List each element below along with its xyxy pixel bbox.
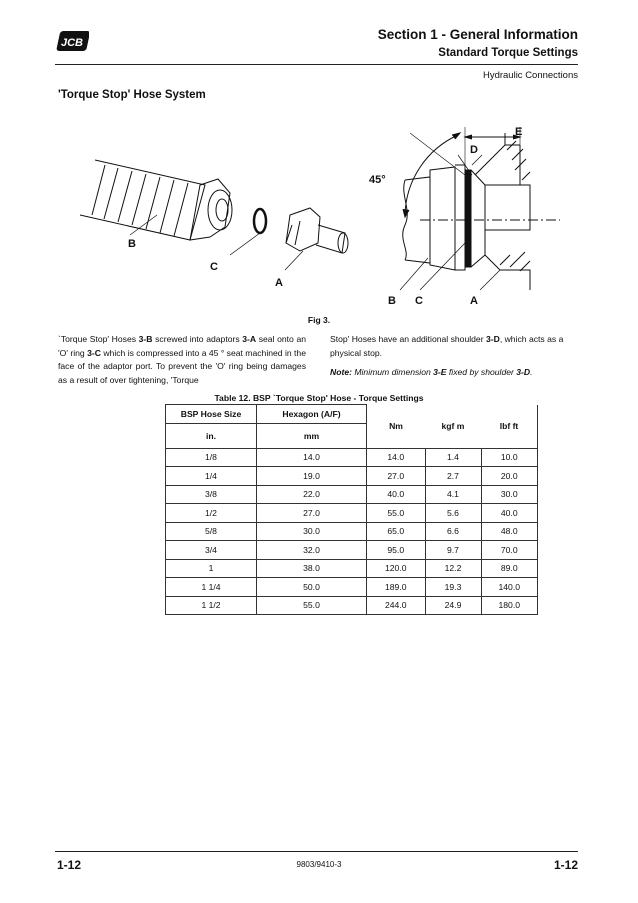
section-heading: 'Torque Stop' Hose System — [58, 89, 206, 101]
header-rule — [55, 64, 578, 65]
table-row — [166, 448, 538, 467]
table-cell: 244.0 — [367, 596, 426, 615]
table-row — [166, 522, 538, 541]
table-cell: 89.0 — [481, 559, 538, 578]
label-e: E — [515, 126, 523, 138]
label-angle: 45° — [369, 174, 386, 186]
page-number-right: 1-12 — [553, 858, 578, 872]
table-cell: 14.0 — [367, 448, 426, 467]
table-cell: 70.0 — [481, 541, 538, 560]
table-cell: 1 1/2 — [166, 596, 257, 615]
table-cell: 1 1/4 — [166, 578, 257, 597]
figure-caption: Fig 3. — [307, 315, 331, 325]
table-cell: 24.9 — [425, 596, 481, 615]
table-body — [166, 448, 538, 615]
section-view-illustration — [403, 127, 560, 290]
table-cell: 3/8 — [166, 485, 257, 504]
table-cell: 40.0 — [367, 485, 426, 504]
table-row — [166, 541, 538, 560]
body-text-right — [330, 333, 578, 380]
label-c: C — [210, 261, 218, 273]
table-caption: Table 12. BSP `Torque Stop' Hose - Torque Settings — [214, 393, 424, 403]
label-b: B — [128, 238, 136, 250]
table-cell: 5.6 — [425, 504, 481, 523]
header-bsp-size: BSP Hose Size — [166, 405, 257, 424]
table-cell: 189.0 — [367, 578, 426, 597]
table-row — [166, 559, 538, 578]
label-b-section: B — [388, 295, 396, 307]
section-title: Section 1 - General Information — [377, 27, 578, 42]
table-cell: 12.2 — [425, 559, 481, 578]
label-d: D — [470, 144, 478, 156]
subsection-title: Standard Torque Settings — [438, 47, 578, 59]
hose-exploded-illustration — [80, 160, 348, 253]
label-a-section: A — [470, 295, 478, 307]
page-number-left: 1-12 — [57, 858, 82, 872]
header-hexagon: Hexagon (A/F) — [257, 405, 367, 424]
table-cell: 6.6 — [425, 522, 481, 541]
table-cell: 1/4 — [166, 467, 257, 486]
table-row — [166, 485, 538, 504]
header-mm: mm — [257, 423, 367, 448]
table-row — [166, 467, 538, 486]
table-cell: 14.0 — [257, 448, 367, 467]
topic-label: Hydraulic Connections — [482, 70, 578, 81]
table-cell: 32.0 — [257, 541, 367, 560]
table-cell: 1.4 — [425, 448, 481, 467]
hose-system-figure — [60, 115, 580, 315]
table-cell: 40.0 — [481, 504, 538, 523]
jcb-logo — [55, 28, 89, 54]
table-cell: 19.0 — [257, 467, 367, 486]
table-cell: 50.0 — [257, 578, 367, 597]
torque-table — [165, 404, 538, 615]
table-cell: 27.0 — [367, 467, 426, 486]
footer-rule — [55, 851, 578, 852]
table-cell: 140.0 — [481, 578, 538, 597]
table-row — [166, 596, 538, 615]
header-kgfm: kgf m — [425, 405, 481, 449]
table-cell: 10.0 — [481, 448, 538, 467]
body-paragraph-right: Stop' Hoses have an additional shoulder 3-D, which acts as a physical stop. — [330, 334, 564, 358]
table-cell: 22.0 — [257, 485, 367, 504]
table-row — [166, 578, 538, 597]
table-cell: 27.0 — [257, 504, 367, 523]
header-in: in. — [166, 423, 257, 448]
table-cell: 1 — [166, 559, 257, 578]
table-cell: 30.0 — [481, 485, 538, 504]
body-text-left: `Torque Stop' Hoses 3-B screwed into adaptors 3-A seal onto an 'O' ring 3-C which is compressed into a 45 ° seat machined in the face of the adaptor port. To prevent the 'O' ring being damages as a result of over tightening, 'Torque — [58, 334, 307, 385]
table-cell: 19.3 — [425, 578, 481, 597]
logo-text: JCB — [60, 37, 84, 49]
label-a: A — [275, 277, 283, 289]
table-cell: 3/4 — [166, 541, 257, 560]
table-cell: 30.0 — [257, 522, 367, 541]
table-cell: 55.0 — [367, 504, 426, 523]
table-cell: 1/8 — [166, 448, 257, 467]
table-cell: 2.7 — [425, 467, 481, 486]
table-cell: 120.0 — [367, 559, 426, 578]
table-cell: 180.0 — [481, 596, 538, 615]
table-cell: 1/2 — [166, 504, 257, 523]
table-row — [166, 504, 538, 523]
document-number: 9803/9410-3 — [296, 860, 342, 869]
table-cell: 20.0 — [481, 467, 538, 486]
note-text: Note: Minimum dimension 3-E fixed by shoulder 3-D. — [330, 367, 533, 377]
table-cell: 95.0 — [367, 541, 426, 560]
table-cell: 65.0 — [367, 522, 426, 541]
header-nm: Nm — [367, 405, 426, 449]
table-cell: 38.0 — [257, 559, 367, 578]
table-cell: 5/8 — [166, 522, 257, 541]
table-cell: 48.0 — [481, 522, 538, 541]
table-cell: 9.7 — [425, 541, 481, 560]
label-c-section: C — [415, 295, 423, 307]
table-cell: 4.1 — [425, 485, 481, 504]
table-cell: 55.0 — [257, 596, 367, 615]
header-lbfft: lbf ft — [481, 405, 538, 449]
